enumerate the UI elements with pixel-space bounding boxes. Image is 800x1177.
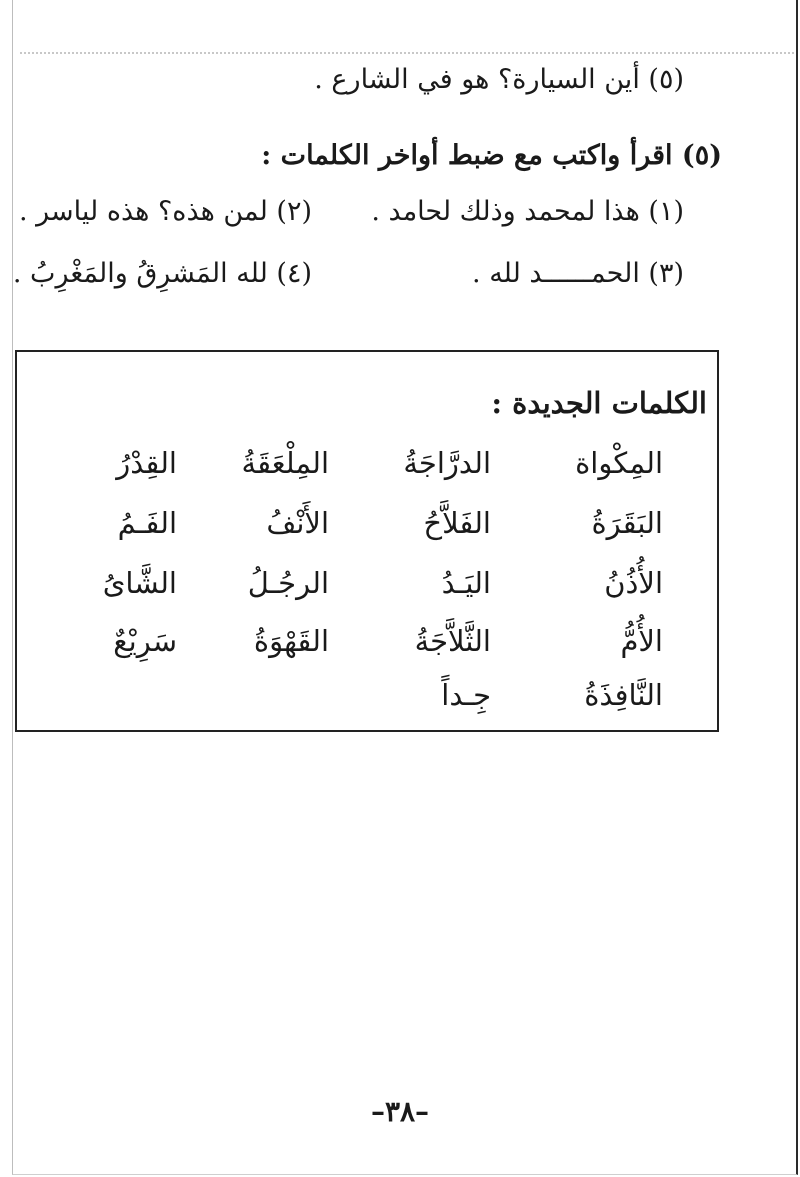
exercise-title: (٥) اقرأ واكتب مع ضبط أواخر الكلمات : <box>261 140 722 171</box>
vocabulary-word: الدرَّاجَةُ <box>403 446 491 480</box>
vocabulary-title: الكلمات الجديدة : <box>491 386 707 420</box>
vocabulary-word: القَهْوَةُ <box>253 624 329 658</box>
vocabulary-word: المِكْواة <box>575 446 663 480</box>
vocabulary-word: الفَـمُ <box>117 506 177 540</box>
exercise-sentence: (٣) الحمــــــد لله . <box>472 258 684 289</box>
vocabulary-word: البَقَرَةُ <box>591 506 663 540</box>
vocabulary-word: الثَّلاَّجَةُ <box>414 624 491 658</box>
dotted-divider <box>20 52 794 54</box>
page-number: –٣٨– <box>370 1095 430 1128</box>
exercise-sentence: (٤) لله المَشرِقُ والمَغْرِبُ . <box>12 258 312 289</box>
vocabulary-word: النَّافِذَةُ <box>584 678 663 712</box>
vocabulary-word: المِلْعَقَةُ <box>241 446 329 480</box>
vocabulary-word: اليَـدُ <box>441 566 491 600</box>
vocabulary-word: سَرِيْعٌ <box>113 624 177 658</box>
vocabulary-word: الفَلاَّحُ <box>423 506 491 540</box>
previous-item: (٥) أين السيارة؟ هو في الشارع . <box>314 64 684 95</box>
vocabulary-word: الشَّاىُ <box>102 566 177 600</box>
vocabulary-word: الأُمُّ <box>620 624 663 658</box>
exercise-sentence: (٢) لمن هذه؟ هذه لياسر . <box>18 196 312 227</box>
vocabulary-box <box>15 350 719 732</box>
vocabulary-word: الرجُـلُ <box>247 566 329 600</box>
vocabulary-word: القِدْرُ <box>116 446 177 480</box>
exercise-sentence: (١) هذا لمحمد وذلك لحامد . <box>371 196 684 227</box>
vocabulary-word: جِـداً <box>441 678 491 712</box>
vocabulary-word: الأَنْفُ <box>266 506 329 540</box>
vocabulary-word: الأُذُنُ <box>604 566 663 600</box>
